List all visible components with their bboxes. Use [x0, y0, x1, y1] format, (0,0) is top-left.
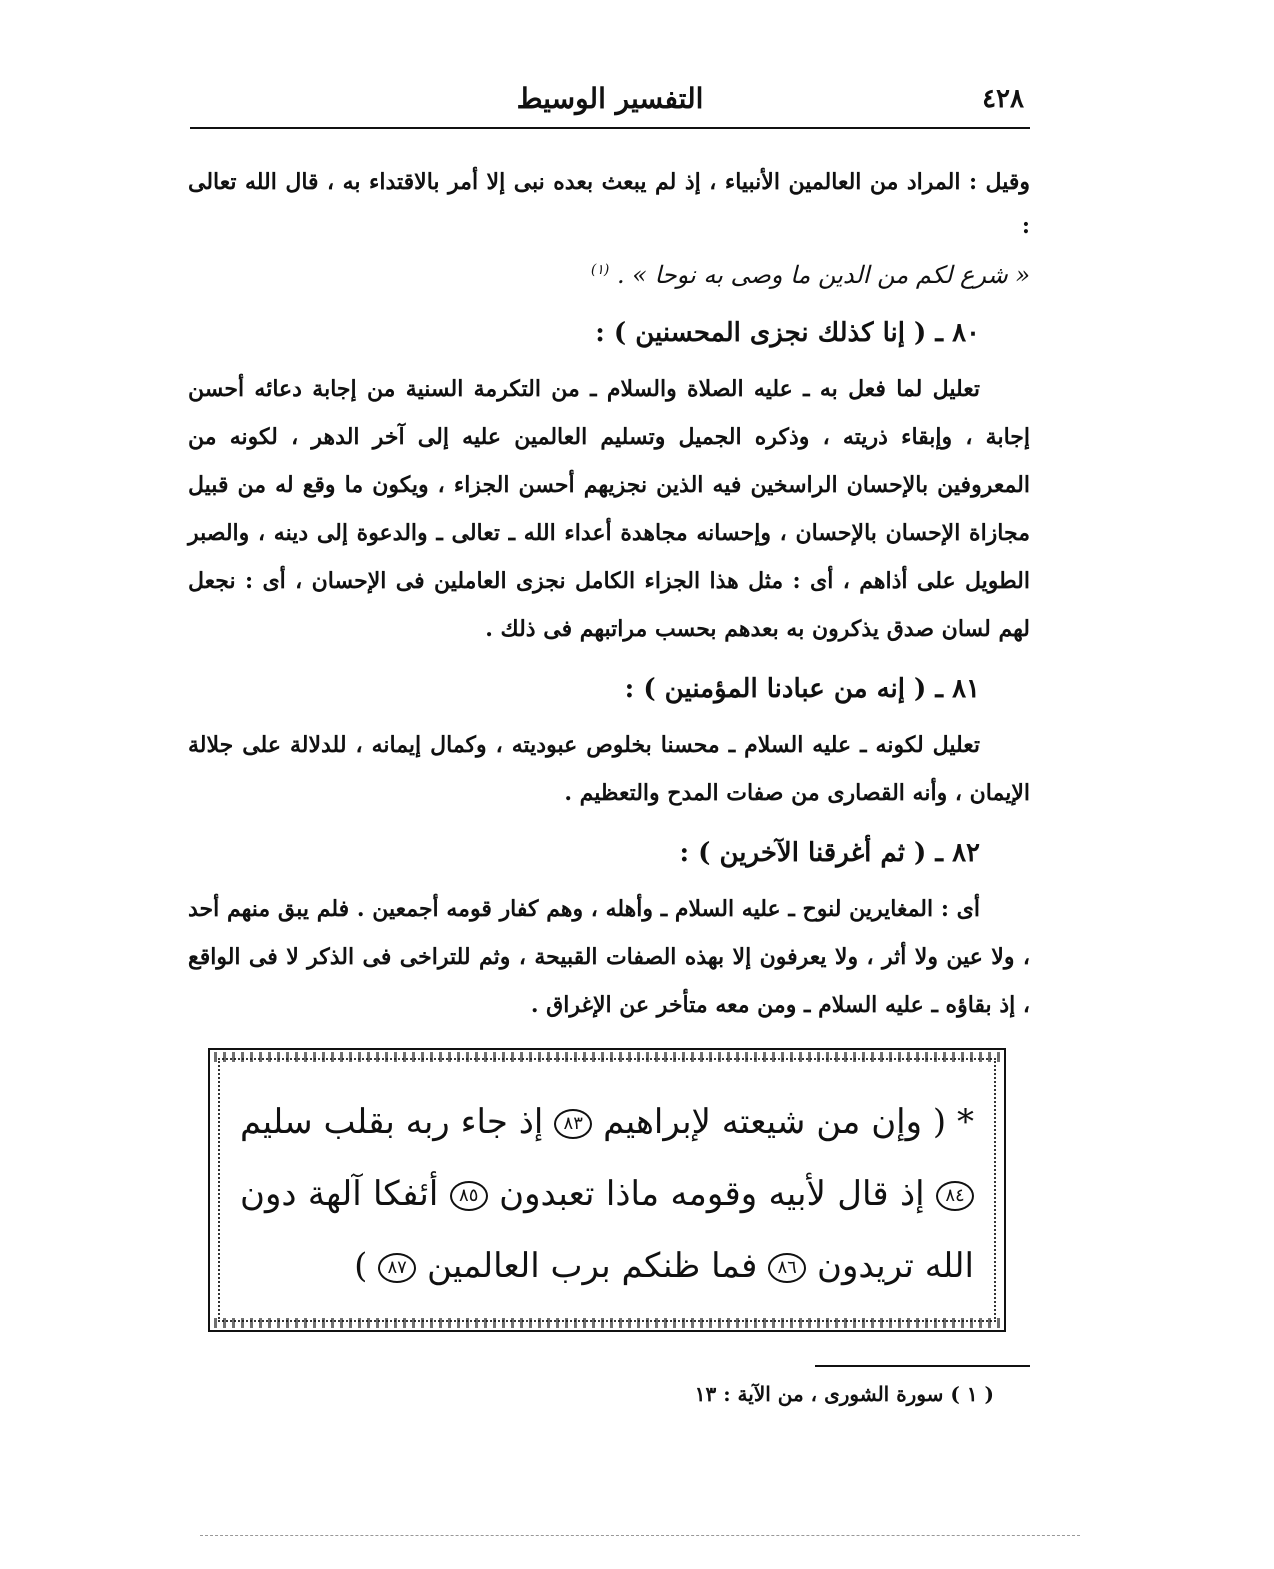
paragraph-2: تعليل لما فعل به ـ عليه الصلاة والسلام ـ من التكرمة السنية من إجابة دعائه أحسن إجابة ، وإبقاء ذريته ، وذكره الجميل وتسليم العالمين عليه إلى آخر الدهر ، لكونه من المعروفين بالإحسان الراسخين فيه الذين نجزيهم أحسن الجزاء ، ويكون ما وقع له من قبيل مجازاة الإحسان بالإحسان ، وإحسانه مجاهدة أعداء الله ـ تعالى ـ والدعوة إلى دينه ، والصبر الطويل على أذاهم ، أى : مثل هذا الجزاء الكامل نجزى العاملين فى الإحسان ، أى : نجعل لهم لسان صدق يذكرون به بعدهم بحسب مراتبهم فى ذلك . [188, 376, 1030, 642]
ayah-number-86: ٨٦ [768, 1253, 806, 1283]
quran-open: * ( [932, 1102, 974, 1142]
quran-segment: فما ظنكم برب العالمين [426, 1246, 758, 1286]
quran-segment: وإن من شيعته لإبراهيم [603, 1102, 923, 1142]
ayah-number-84: ٨٤ [936, 1181, 974, 1211]
quran-segment: إذ قال لأبيه وقومه ماذا تعبدون [499, 1174, 925, 1214]
ornamental-border-top [214, 1052, 1000, 1062]
quote-shura [188, 248, 1030, 297]
quran-close: ) [354, 1246, 368, 1286]
quran-verses [240, 1086, 974, 1302]
footnote-rule [815, 1365, 1030, 1367]
running-title: التفسير الوسيط [516, 82, 704, 115]
paragraph-4: أى : المغايرين لنوح ـ عليه السلام ـ وأهله ، وهم كفار قومه أجمعين . فلم يبق منهم أحد ، ولا عين ولا أثر ، ولا يعرفون إلا بهذه الصفات القبيحة ، وثم للتراخى فى الذكر لا فى الواقع ، إذ بقاؤه ـ عليه السلام ـ ومن معه متأخر عن الإغراق . [188, 896, 1030, 1018]
quran-segment: إذ جاء ربه بقلب سليم [240, 1102, 544, 1142]
page-number: ٤٢٨ [982, 84, 1024, 114]
footnote: ( ١ ) سورة الشورى ، من الآية : ١٣ [694, 1382, 994, 1406]
ayah-number-85: ٨٥ [450, 1181, 488, 1211]
scan-edge-line [200, 1535, 1080, 1536]
ayah-number-87: ٨٧ [378, 1253, 416, 1283]
quote-text: « شرع لكم من الدين ما وصى به نوحا » . [616, 261, 1030, 289]
verse-heading-82: ٨٢ ـ ( ثم أغرقنا الآخرين ) : [679, 838, 980, 868]
paragraph-3: تعليل لكونه ـ عليه السلام ـ محسنا بخلوص عبوديته ، وكمال إيمانه ، للدلالة على جلالة الإيمان ، وأنه القصارى من صفات المدح والتعظيم . [188, 732, 1030, 806]
header-rule [190, 127, 1030, 129]
paragraph-1: وقيل : المراد من العالمين الأنبياء ، إذ لم يبعث بعده نبى إلا أمر بالاقتداء به ، قال الله تعالى : [188, 169, 1030, 239]
page-body [188, 160, 1030, 1029]
footnote-reference: (١) [590, 262, 610, 278]
quran-verse-box [208, 1048, 1006, 1332]
quran-segment: أئفكا آلهة دون الله تريدون [240, 1174, 974, 1286]
verse-heading-81: ٨١ ـ ( إنه من عبادنا المؤمنين ) : [624, 674, 980, 704]
verse-heading-80: ٨٠ ـ ( إنا كذلك نجزى المحسنين ) : [595, 318, 980, 348]
page-header [190, 80, 1030, 126]
ayah-number-83: ٨٣ [554, 1109, 592, 1139]
ornamental-border-bottom [214, 1318, 1000, 1328]
